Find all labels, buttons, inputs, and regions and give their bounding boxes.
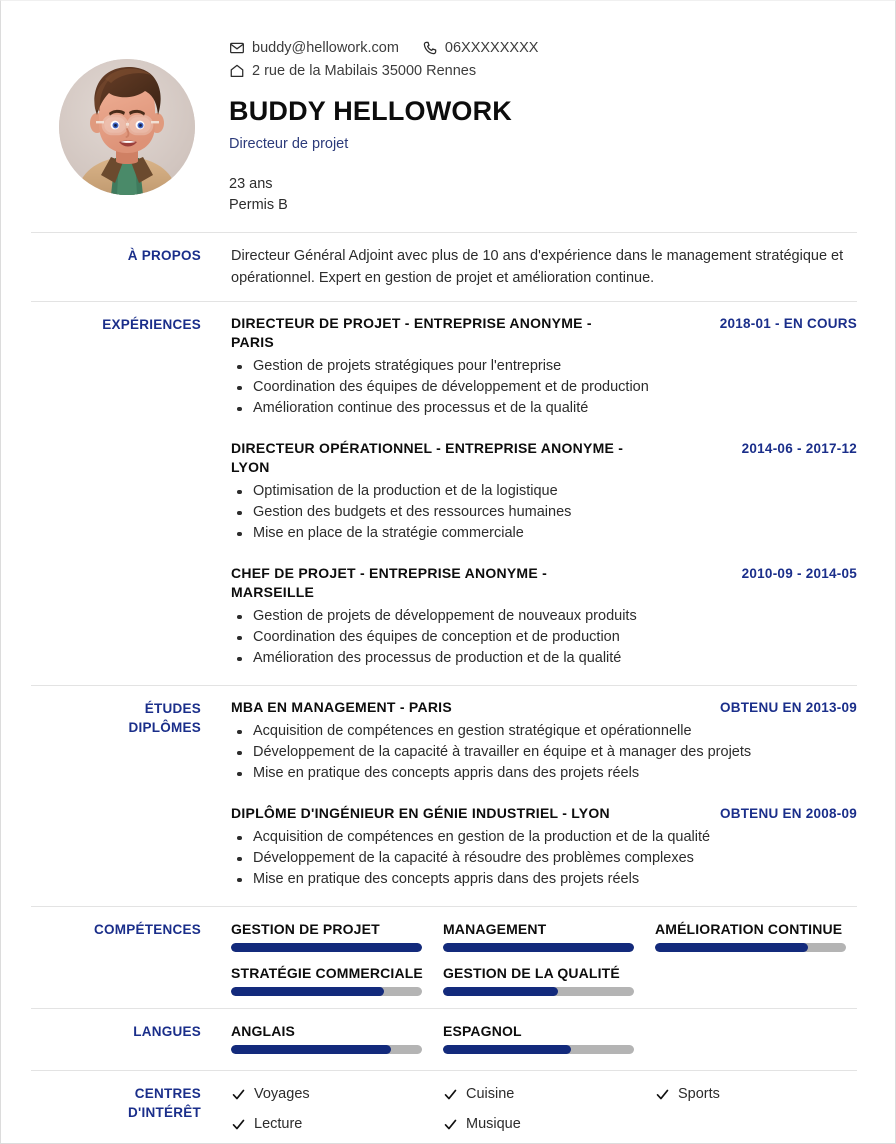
list-item: Mise en place de la stratégie commerciale [231, 523, 857, 544]
interest-label: Lecture [254, 1116, 303, 1132]
skill-name: AMÉLIORATION CONTINUE [655, 921, 843, 937]
language-bar-fill [443, 1045, 571, 1054]
interest-label: Sports [678, 1086, 720, 1102]
section-label-line2: DIPLÔMES [128, 720, 201, 735]
section-education [31, 685, 857, 906]
skill-name: GESTION DE LA QUALITÉ [443, 965, 620, 981]
avatar [59, 59, 195, 195]
section-body-experiences [231, 314, 857, 681]
interests-grid [231, 1083, 857, 1141]
age-text: 23 ans [229, 176, 273, 192]
about-text: Directeur Général Adjoint avec plus de 10 ans d'expérience dans le management stratégique et opérationnel. Expert en gestion de projet et amélioration continue. [231, 248, 844, 286]
job-title: Directeur de projet [229, 136, 349, 152]
entry-bullets [231, 721, 857, 784]
list-item: Optimisation de la production et de la logistique [231, 481, 857, 502]
list-item: Coordination des équipes de conception et de production [231, 627, 857, 648]
contact-row-primary [229, 37, 857, 59]
language-bar [443, 1045, 634, 1054]
section-label-skills: COMPÉTENCES [93, 922, 201, 937]
list-item: Gestion de projets de développement de nouveaux produits [231, 606, 857, 627]
skill-bar-fill [231, 943, 422, 952]
entry-title: DIRECTEUR DE PROJET - ENTREPRISE ANONYME - PARIS [231, 315, 592, 350]
entry-bullets [231, 606, 857, 669]
entry-header [231, 439, 857, 477]
language-empty-slot [655, 1022, 857, 1054]
list-item: Amélioration continue des processus et de la qualité [231, 398, 857, 419]
entry-title: DIPLÔME D'INGÉNIEUR EN GÉNIE INDUSTRIEL - LYON [231, 805, 610, 821]
interest-label: Musique [466, 1116, 521, 1132]
interest-label: Voyages [254, 1086, 310, 1102]
entry-bullets [231, 827, 857, 890]
skill-name: GESTION DE PROJET [231, 921, 380, 937]
contact-row-address [229, 60, 857, 82]
skill-bar [655, 943, 846, 952]
section-label-line2: D'INTÉRÊT [128, 1105, 201, 1120]
section-label-languages: LANGUES [133, 1024, 201, 1039]
interest-item [655, 1084, 857, 1105]
section-about [31, 232, 857, 301]
skill-bar [443, 943, 634, 952]
section-interests [31, 1070, 857, 1144]
skill-bar [231, 943, 422, 952]
languages-grid [231, 1021, 857, 1058]
avatar-illustration-icon [59, 59, 195, 195]
section-body-education [231, 698, 857, 902]
language-name: ANGLAIS [231, 1023, 296, 1039]
address-group [229, 60, 476, 82]
skills-grid [231, 919, 857, 996]
section-label-experiences: EXPÉRIENCES [102, 317, 201, 332]
skill-bar-fill [655, 943, 808, 952]
licence-text: Permis B [229, 197, 288, 213]
section-body-skills [231, 919, 857, 1004]
check-icon [231, 1117, 246, 1132]
skill-item [231, 920, 433, 952]
skill-bar [231, 987, 422, 996]
skill-item [443, 920, 645, 952]
entry-header [231, 314, 857, 352]
list-item: Gestion des budgets et des ressources humaines [231, 502, 857, 523]
entry-date: 2010-09 - 2014-05 [741, 566, 857, 581]
skill-item [443, 964, 645, 996]
entry-date: 2014-06 - 2017-12 [741, 441, 857, 456]
education-entry [231, 804, 857, 890]
education-entry [231, 698, 857, 784]
phone-text: 06XXXXXXXX [444, 40, 539, 56]
section-body-interests [231, 1083, 857, 1144]
skill-bar [443, 987, 634, 996]
experience-entry [231, 439, 857, 544]
language-name: ESPAGNOL [443, 1023, 522, 1039]
email-group [229, 37, 399, 59]
skill-name: STRATÉGIE COMMERCIALE [231, 965, 423, 981]
section-label-education [31, 698, 231, 737]
entry-title: CHEF DE PROJET - ENTREPRISE ANONYME - MARSEILLE [231, 565, 547, 600]
entry-title: MBA EN MANAGEMENT - PARIS [231, 699, 452, 715]
phone-group [422, 37, 539, 59]
envelope-icon [229, 40, 245, 56]
entry-date: OBTENU EN 2013-09 [719, 700, 857, 715]
list-item: Coordination des équipes de développement et de production [231, 377, 857, 398]
section-experiences [31, 301, 857, 685]
entry-bullets [231, 481, 857, 544]
address-text: 2 rue de la Mabilais 35000 Rennes [252, 63, 477, 79]
skill-item [655, 920, 857, 952]
section-label-about: À PROPOS [127, 248, 201, 263]
section-skills [31, 906, 857, 1008]
entry-date: OBTENU EN 2008-09 [719, 806, 857, 821]
list-item: Acquisition de compétences en gestion stratégique et opérationnelle [231, 721, 857, 742]
section-body-languages [231, 1021, 857, 1066]
section-label-line1: CENTRES [134, 1086, 201, 1101]
entry-header [231, 698, 857, 717]
list-item: Développement de la capacité à travailler en équipe et à manager des projets [231, 742, 857, 763]
language-item [231, 1022, 433, 1054]
skill-bar-fill [231, 987, 384, 996]
phone-icon [422, 40, 438, 56]
experience-entry [231, 314, 857, 419]
experience-entry [231, 564, 857, 669]
entry-header [231, 804, 857, 823]
language-bar-fill [231, 1045, 391, 1054]
language-item [443, 1022, 645, 1054]
list-item: Mise en pratique des concepts appris dans des projets réels [231, 869, 857, 890]
avatar-container [59, 31, 197, 195]
section-languages [31, 1008, 857, 1070]
interest-label: Cuisine [466, 1086, 515, 1102]
header-text-block [197, 31, 857, 216]
interest-item [231, 1114, 433, 1135]
home-icon [229, 63, 245, 79]
entry-bullets [231, 356, 857, 419]
interest-item [443, 1114, 645, 1135]
list-item: Développement de la capacité à résoudre des problèmes complexes [231, 848, 857, 869]
check-icon [655, 1087, 670, 1102]
skill-name: MANAGEMENT [443, 921, 547, 937]
check-icon [443, 1117, 458, 1132]
skill-item [231, 964, 433, 996]
section-label-interests [31, 1083, 231, 1122]
resume-header [31, 31, 857, 216]
language-bar [231, 1045, 422, 1054]
entry-title: DIRECTEUR OPÉRATIONNEL - ENTREPRISE ANONYME - LYON [231, 440, 624, 475]
section-body-about [231, 245, 857, 297]
skill-bar-fill [443, 943, 634, 952]
section-label-line1: ÉTUDES [144, 701, 201, 716]
interest-item [231, 1084, 433, 1105]
list-item: Amélioration des processus de production et de la qualité [231, 648, 857, 669]
check-icon [443, 1087, 458, 1102]
page-title: BUDDY HELLOWORK [229, 96, 512, 126]
skill-bar-fill [443, 987, 558, 996]
list-item: Acquisition de compétences en gestion de la production et de la qualité [231, 827, 857, 848]
list-item: Mise en pratique des concepts appris dans des projets réels [231, 763, 857, 784]
check-icon [231, 1087, 246, 1102]
entry-header [231, 564, 857, 602]
interest-item [443, 1084, 645, 1105]
entry-date: 2018-01 - EN COURS [719, 316, 857, 331]
email-text: buddy@hellowork.com [252, 40, 399, 56]
list-item: Gestion de projets stratégiques pour l'entreprise [231, 356, 857, 377]
